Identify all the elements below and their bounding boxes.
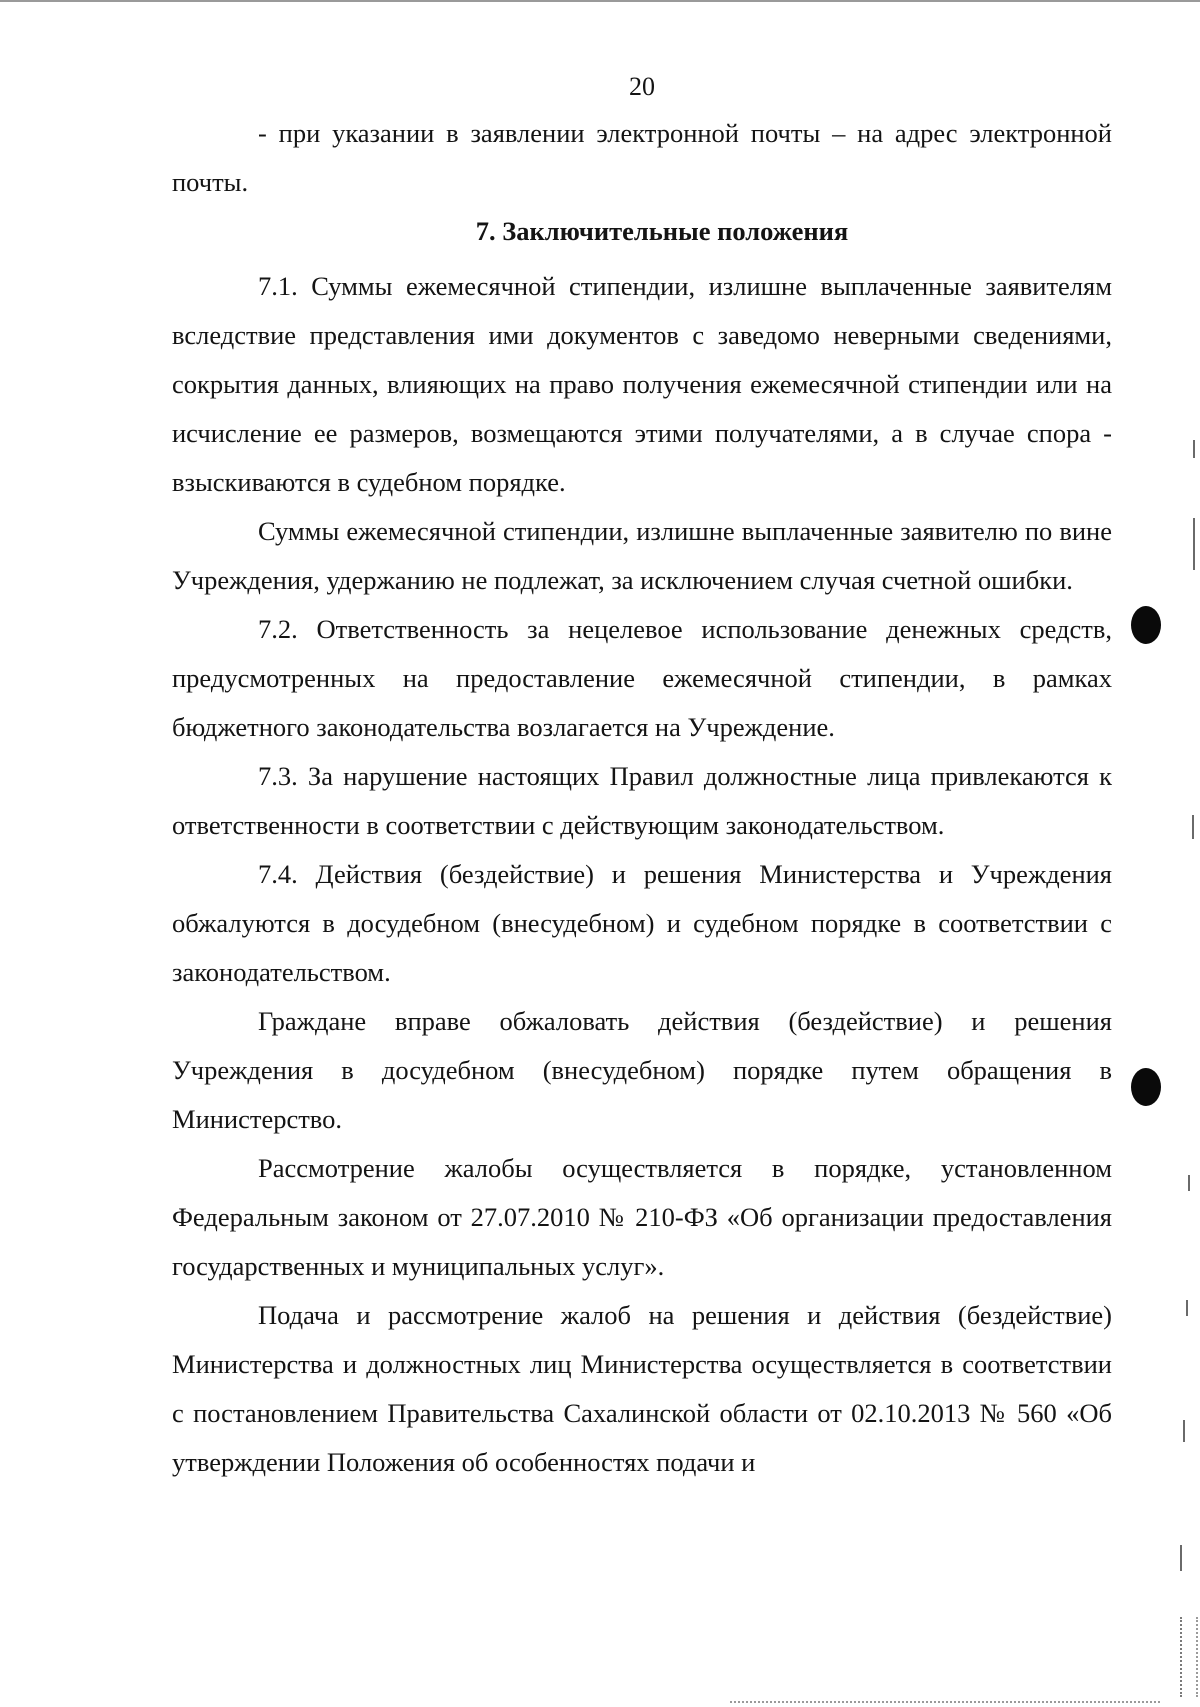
edge-mark <box>1192 815 1194 839</box>
paragraph-7-1: 7.1. Суммы ежемесячной стипендии, излишне выплаченные заявителям вследствие представления ими документов с заведомо неверными сведениями, сокрытия данных, влияющих на право получения ежемесячной стипендии или на исчисление ее размеров, возмещаются этими получателями, а в случае спора - взыскиваются в судебном порядке. <box>172 271 1112 497</box>
paragraph-7-4: 7.4. Действия (бездействие) и решения Министерства и Учреждения обжалуются в досудебном (внесудебном) и судебном порядке в соответствии с законодательством. <box>172 859 1112 987</box>
section-heading: 7. Заключительные положения <box>475 216 849 246</box>
paragraph-7-2: 7.2. Ответственность за нецелевое использование денежных средств, предусмотренных на предоставление ежемесячной стипендии, в рамках бюджетного законодательства возлагается на Учреждение. <box>172 614 1112 742</box>
paragraph-email-line: - при указании в заявлении электронной почты – на адрес электронной почты. <box>172 118 1112 197</box>
paragraph-7-1-second: Суммы ежемесячной стипендии, излишне выплаченные заявителю по вине Учреждения, удержанию не подлежат, за исключением случая счетной ошибки. <box>172 516 1112 595</box>
paragraph-complaint-submission: Подача и рассмотрение жалоб на решения и действия (бездействие) Министерства и должностных лиц Министерства осуществляется в соответствии с постановлением Правительства Сахалинской области от 02.10.2013 № 560 «Об утверждении Положения об особенностях подачи и <box>172 1300 1112 1477</box>
paragraph-complaint-review: Рассмотрение жалобы осуществляется в порядке, установленном Федеральным законом от 27.07.2010 № 210-ФЗ «Об организации предоставления государственных и муниципальных услуг». <box>172 1153 1112 1281</box>
page-number: 20 <box>629 72 655 101</box>
binder-hole-lower <box>1131 1068 1161 1106</box>
edge-mark <box>1180 1545 1182 1571</box>
binder-hole-upper <box>1131 606 1161 644</box>
paragraph-citizens-appeal: Граждане вправе обжаловать действия (бездействие) и решения Учреждения в досудебном (внесудебном) порядке путем обращения в Министерство. <box>172 1006 1112 1134</box>
edge-mark <box>1183 1420 1185 1442</box>
paragraph-7-3: 7.3. За нарушение настоящих Правил должностные лица привлекаются к ответственности в соответствии с действующим законодательством. <box>172 761 1112 840</box>
edge-mark <box>1186 1300 1188 1316</box>
scan-top-edge <box>0 0 1200 2</box>
edge-mark <box>1188 1175 1190 1191</box>
scan-bottom-edge <box>730 1701 1160 1703</box>
scan-edge-scuff <box>1180 1617 1198 1697</box>
edge-mark <box>1193 518 1195 570</box>
document-body <box>172 109 1112 1487</box>
edge-mark <box>1193 440 1195 458</box>
